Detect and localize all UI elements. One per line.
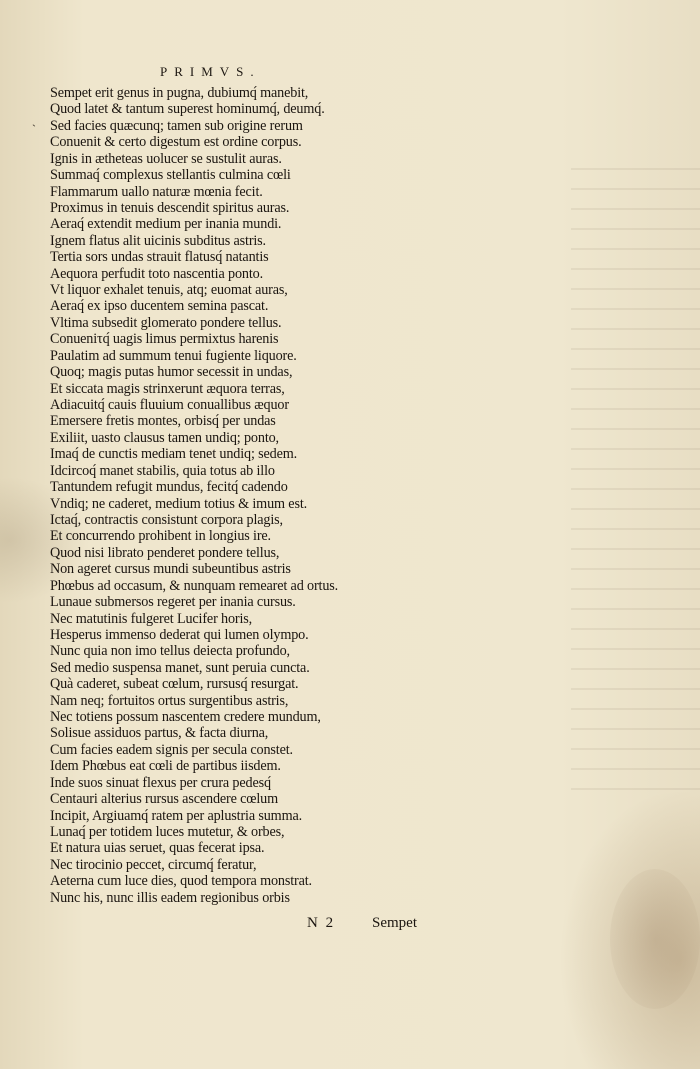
signature-mark: N 2 xyxy=(307,915,336,931)
verse-line: Aeraq́ ex ipso ducentem semina pascat. xyxy=(50,298,269,315)
verse-line: Et concurrendo prohibent in longius ire. xyxy=(50,528,271,545)
catchword: Sempet xyxy=(372,915,417,931)
paper-stain xyxy=(610,869,700,1009)
verse-line: Nunc his, nunc illis eadem regionibus orbis xyxy=(50,889,290,906)
verse-line: Tantundem refugit mundus, fecitq́ cadendo xyxy=(50,479,288,496)
verse-line: Ignem flatus alit uicinis subditus astris. xyxy=(50,232,266,249)
verse-line: Incipit, Argiuamq́ ratem per aplustria summa. xyxy=(50,807,302,824)
verse-line: Et natura uias seruet, quas fecerat ipsa. xyxy=(50,840,265,857)
verse-line: Aeterna cum luce dies, quod tempora monstrat. xyxy=(50,873,312,890)
verse-line: Exiliit, uasto clausus tamen undiq; ponto, xyxy=(50,429,279,446)
poem-text xyxy=(50,85,380,906)
verse-line: Vltima subsedit glomerato pondere tellus. xyxy=(50,314,282,331)
verse-line: Sed medio suspensa manet, sunt peruia cuncta. xyxy=(50,659,310,676)
verse-line: Inde suos sinuat flexus per crura pedesq́ xyxy=(50,774,271,791)
verse-line: Non ageret cursus mundi subeuntibus astris xyxy=(50,561,291,578)
verse-line: Flammarum uallo naturæ mœnia fecit. xyxy=(50,183,263,200)
verse-line: Quod latet & tantum superest hominumq́, deumq́. xyxy=(50,101,325,118)
verse-line: Et siccata magis strinxerunt æquora terras, xyxy=(50,380,285,397)
verse-line: Idem Phœbus eat cœli de partibus iisdem. xyxy=(50,758,281,775)
verse-line: Vndiq; ne caderet, medium totius & imum est. xyxy=(50,495,308,512)
verse-line: Proximus in tenuis descendit spiritus auras. xyxy=(50,199,290,216)
verse-line: Lunaq́ per totidem luces mutetur, & orbes, xyxy=(50,823,285,840)
verse-line: Sed facies quæcunq; tamen sub origine rerum xyxy=(50,117,303,134)
verse-line: Lunaue submersos regeret per inania cursus. xyxy=(50,594,296,611)
verse-line: Nunc quia non imo tellus deiecta profundo, xyxy=(50,643,290,660)
verse-line: Phœbus ad occasum, & nunquam remearet ad ortus. xyxy=(50,577,339,594)
verse-line: Imaq́ de cunctis mediam tenet undiq; sedem. xyxy=(50,446,298,463)
bleed-through-text xyxy=(485,150,700,770)
verse-line: Summaq́ complexus stellantis culmina cœli xyxy=(50,167,291,184)
verse-line: Centauri alterius rursus ascendere cœlum xyxy=(50,791,279,808)
verse-line: Ignis in ætheteas uolucer se sustulit auras. xyxy=(50,150,282,167)
verse-line: Nec tirocinio peccet, circumq́ feratur, xyxy=(50,856,257,873)
running-head: PRIMVS. xyxy=(160,64,261,79)
verse-line: Nec matutinis fulgeret Lucifer horis, xyxy=(50,610,253,627)
verse-line: Solisue assiduos partus, & facta diurna, xyxy=(50,725,269,742)
verse-line: Quod nisi librato penderet pondere tellus, xyxy=(50,544,280,561)
verse-line: Nec totiens possum nascentem credere mundum, xyxy=(50,709,321,726)
verse-line: Ictaq́, contractis consistunt corpora plagis, xyxy=(50,511,283,528)
verse-line: Quà caderet, subeat cœlum, rursusq́ resurgat. xyxy=(50,676,299,693)
verse-line: Aeraq́ extendit medium per inania mundi. xyxy=(50,216,282,233)
verse-line: Vt liquor exhalet tenuis, atq; euomat auras, xyxy=(50,282,288,299)
verse-line: Adiacuitq́ cauis fluuium conuallibus æquor xyxy=(50,397,289,414)
verse-line: Conueniτq́ uagis limus permixtus harenis xyxy=(50,331,279,348)
verse-line: Tertia sors undas strauit flatusq́ natantis xyxy=(50,249,269,266)
verse-line: Cum facies eadem signis per secula constet. xyxy=(50,741,293,758)
verse-line: Aequora perfudit toto nascentia ponto. xyxy=(50,265,263,282)
verse-line: Nam neq; fortuitos ortus surgentibus astris, xyxy=(50,692,289,709)
verse-line: Conuenit & certo digestum est ordine corpus. xyxy=(50,134,302,151)
verse-line: Emersere fretis montes, orbisq́ per undas xyxy=(50,413,276,430)
verse-line: Hesperus immenso dederat qui lumen olympo. xyxy=(50,626,309,643)
verse-line: Quoq; magis putas humor secessit in undas, xyxy=(50,364,293,381)
verse-line: Sempet erit genus in pugna, dubiumq́ manebit, xyxy=(50,85,309,101)
verse-line: Paulatim ad summum tenui fugiente liquore. xyxy=(50,347,297,364)
margin-mark: ` xyxy=(32,122,36,136)
verse-line: Idcircoq́ manet stabilis, quia totus ab illo xyxy=(50,462,275,479)
